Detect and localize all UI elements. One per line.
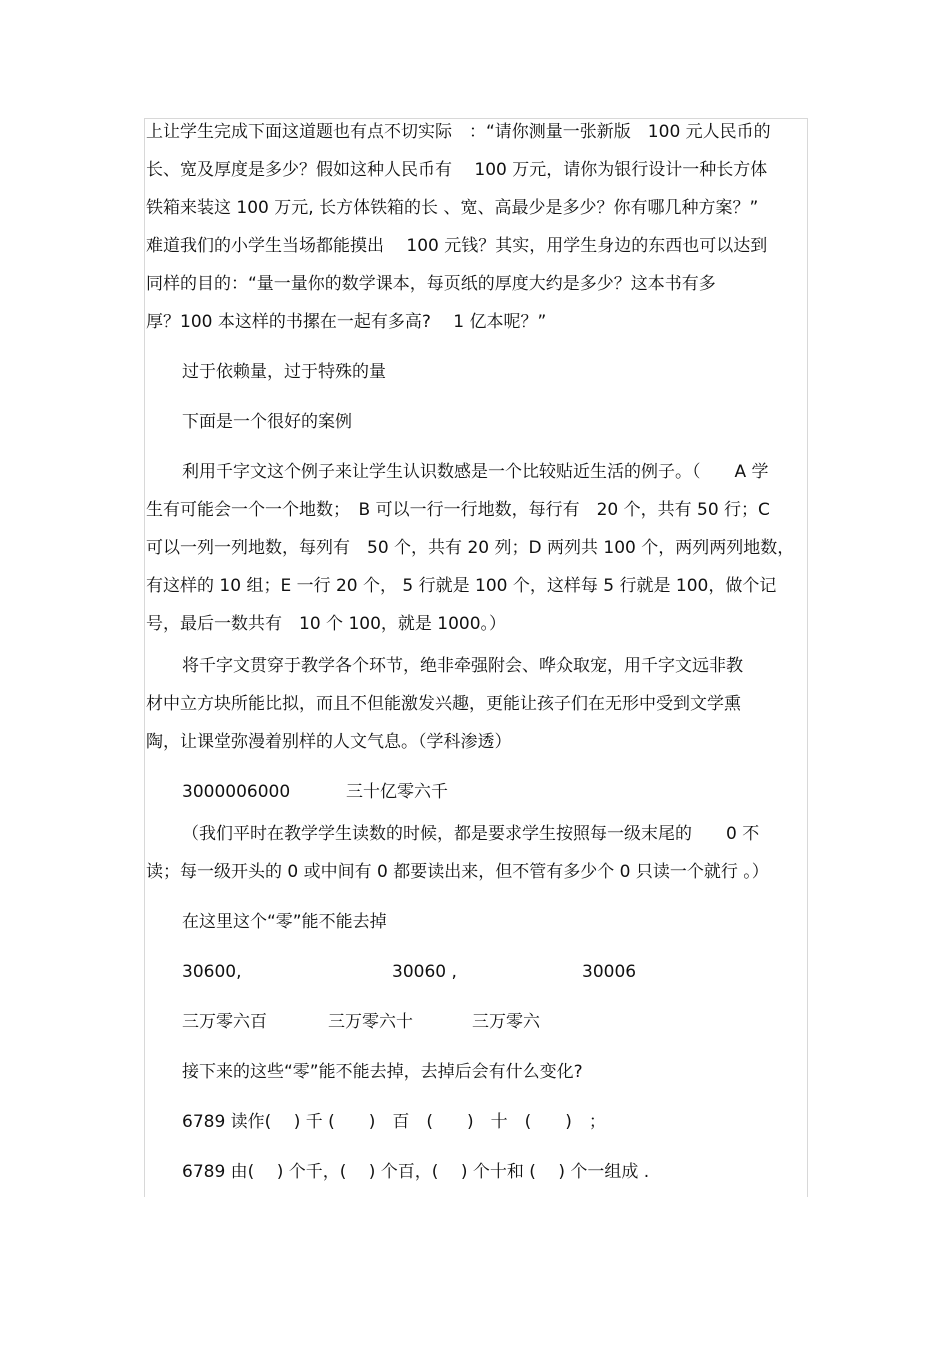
number-row: [146, 962, 804, 982]
text-line: 长、宽及厚度是多少？假如这种人民币有 100 万元，请你为银行设计一种长方体: [146, 160, 768, 180]
number-item: 30600,: [182, 962, 242, 982]
number-item: 30060 ,: [392, 962, 457, 982]
reading-item: 三万零六: [472, 1012, 540, 1032]
paragraph-thousand-character-example: [146, 462, 804, 634]
text-line: 号，最后一数共有 10 个 100，就是 1000。）: [146, 614, 507, 634]
text-line: 材中立方块所能比拟，而且不但能激发兴趣，更能让孩子们在无形中受到文学熏: [146, 694, 741, 714]
exercise-read-as: 6789 读作( ) 千 ( ) 百 ( ) 十 ( ) ；: [182, 1112, 606, 1132]
text-line: 陶，让课堂弥漫着别样的人文气息。（学科渗透）: [146, 732, 512, 752]
example-reading: 三十亿零六千: [346, 782, 448, 802]
paragraph-reading-rule: [146, 824, 804, 882]
number-item: 30006: [582, 962, 637, 982]
text-line: 读；每一级开头的 0 或中间有 0 都要读出来，但不管有多少个 0 只读一个就行 。）: [146, 862, 769, 882]
text-line: 利用千字文这个例子来让学生认识数感是一个比较贴近生活的例子。（ A 学: [182, 462, 769, 482]
question-zero-change: 接下来的这些“零”能不能去掉，去掉后会有什么变化?: [182, 1062, 583, 1082]
reading-item: 三万零六百: [182, 1012, 267, 1032]
text-line: 生有可能会一个一个地数； B 可以一行一行地数，每行有 20 个，共有 50 行；C: [146, 500, 770, 520]
document-body: [146, 122, 804, 1182]
paragraph-cross-discipline: [146, 656, 804, 752]
text-line: 可以一列一列地数，每列有 50 个，共有 20 列；D 两列共 100 个，两列两列地数，: [146, 538, 795, 558]
text-line: 厚？100 本这样的书摞在一起有多高? 1 亿本呢？”: [146, 312, 547, 332]
text-line: 将千字文贯穿于教学各个环节，绝非牵强附会、哗众取宠，用千字文远非教: [182, 656, 743, 676]
exercise-composition: 6789 由( ) 个千，( ) 个百，( ) 个十和 ( ) 个一组成 .: [182, 1162, 650, 1182]
text-line: 同样的目的：“量一量你的数学课本，每页纸的厚度大约是多少？这本书有多: [146, 274, 716, 294]
text-line: 上让学生完成下面这道题也有点不切实际 ：“请你测量一张新版 100 元人民币的: [146, 122, 771, 142]
paragraph-banknote-task: [146, 122, 804, 332]
reading-row: [146, 1012, 804, 1032]
reading-item: 三万零六十: [328, 1012, 413, 1032]
example-number: 3000006000: [182, 782, 291, 802]
number-reading-example: [146, 782, 804, 802]
text-line: 难道我们的小学生当场都能摸出 100 元钱？其实，用学生身边的东西也可以达到: [146, 236, 768, 256]
question-zero-removal: 在这里这个“零”能不能去掉: [182, 912, 387, 932]
paragraph-over-reliance: 过于依赖量，过于特殊的量: [182, 362, 386, 382]
text-line: 铁箱来装这 100 万元, 长方体铁箱的长 、宽、高最少是多少？你有哪几种方案？”: [146, 198, 759, 218]
paragraph-case-intro: 下面是一个很好的案例: [182, 412, 352, 432]
text-line: （我们平时在教学学生读数的时候，都是要求学生按照每一级末尾的 0 不: [182, 824, 760, 844]
text-line: 有这样的 10 组；E 一行 20 个， 5 行就是 100 个，这样每 5 行就是 100，做个记: [146, 576, 777, 596]
